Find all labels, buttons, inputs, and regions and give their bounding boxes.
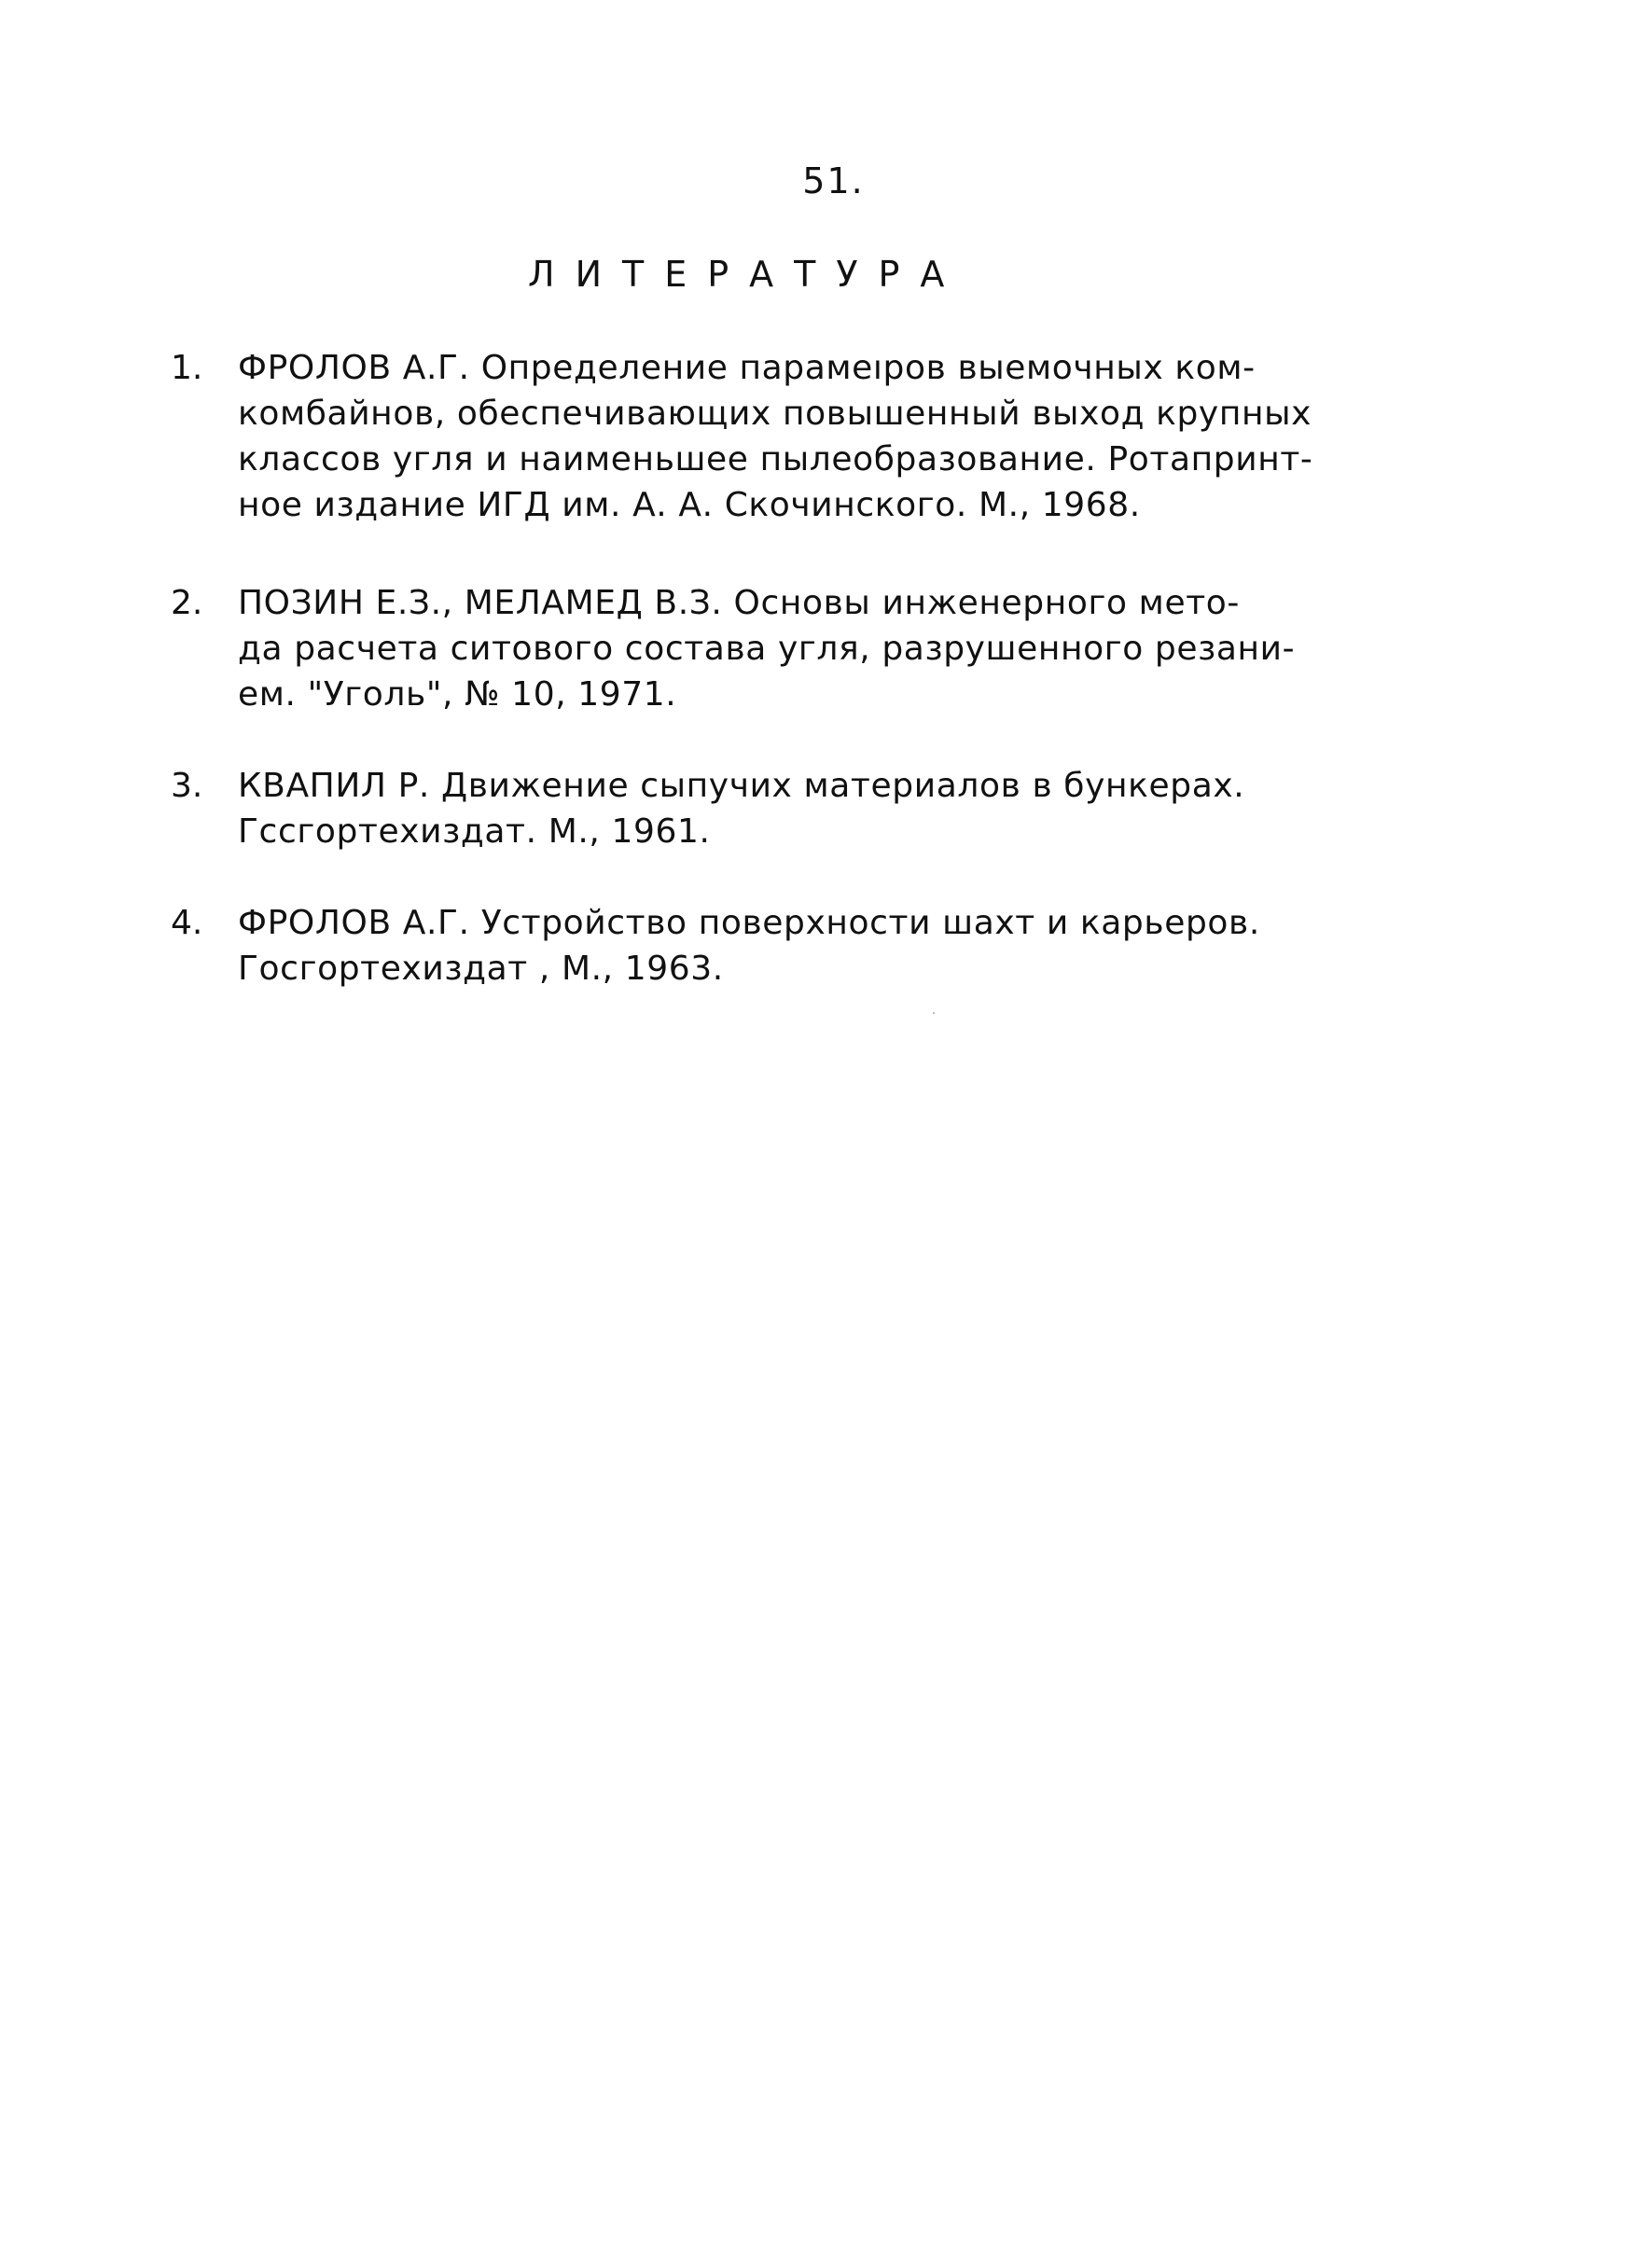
- reference-line: ем. "Уголь", № 10, 1971.: [238, 675, 677, 714]
- reference-line: Госгортехиздат , М., 1963.: [238, 950, 724, 988]
- reference-text: [238, 580, 1469, 717]
- reference-line: комбайнов, обеспечивающих повышенный выход крупных: [238, 395, 1312, 433]
- reference-line: классов угля и наименьшее пылеобразование. Ротапринт-: [238, 440, 1313, 479]
- reference-line: Гссгортехиздат. М., 1961.: [238, 812, 711, 851]
- page-title: ЛИТЕРАТУРА: [528, 254, 965, 295]
- reference-line: да расчета ситового состава угля, разрушенного резани-: [238, 630, 1296, 668]
- page-number: 51.: [802, 160, 865, 201]
- reference-text: [238, 763, 1469, 854]
- reference-line: КВАПИЛ Р. Движение сыпучих материалов в бункерах.: [238, 767, 1245, 805]
- reference-line: ФРОЛОВ А.Г. Устройство поверхности шахт и карьеров.: [238, 904, 1260, 942]
- reference-text: [238, 345, 1469, 528]
- scan-speck: [933, 1012, 935, 1014]
- reference-line: ПОЗИН Е.З., МЕЛАМЕД В.З. Основы инженерного мето-: [238, 584, 1240, 622]
- reference-text: [238, 900, 1469, 992]
- reference-number: 2.: [171, 584, 203, 622]
- reference-number: 1.: [171, 349, 203, 387]
- reference-line: ное издание ИГД им. А. А. Скочинского. М., 1968.: [238, 486, 1141, 524]
- reference-number: 4.: [171, 904, 203, 942]
- reference-line: ФРОЛОВ А.Г. Определение парамеıров выемочных ком-: [238, 349, 1256, 387]
- reference-number: 3.: [171, 767, 203, 805]
